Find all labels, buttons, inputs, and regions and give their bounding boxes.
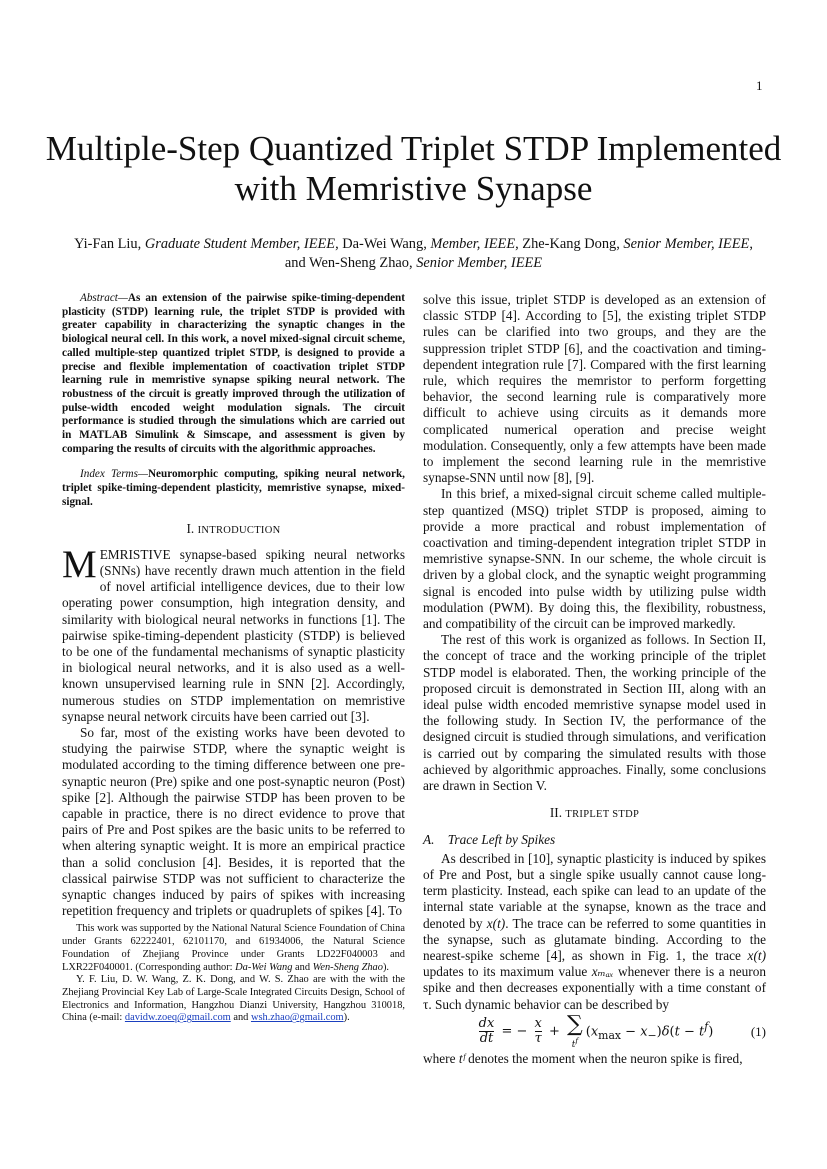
eq-summation: ∑ $t^f$ [567,1011,583,1050]
paper-title: Multiple-Step Quantized Triplet STDP Implemented with Memristive Synapse [45,129,782,208]
trace-paragraph: As described in [10], synaptic plasticity is induced by spikes of Pre and Post, but a single spike usually cannot cause long-term plasticity. Instead, each spike can lead to an update of the internal state variable at the synapse, known as the trace and denoted by x(t). The trace can be referred to some quantities in the synapse, such as glutamate binding. According to the nearest-spike scheme [4], as shown in Fig. 1, the trace x(t) updates to its maximum value xₘₐₓ whenever there is a neuron spike and then decreases exponentially with a time constant of τ. Such dynamic behavior can be described by [423,850,766,1012]
index-terms-text: Neuromorphic computing, spiking neural network, triplet spike-timing-dependent plasticity, memristive synapse, mixed-signal. [62,468,405,508]
abstract-lead: Abstract— [80,292,128,304]
intro-paragraph-5: The rest of this work is organized as follows. In Section II, the concept of trace and the working principle of the triplet STDP model is elaborated. Then, the working principle of the proposed circuit is demonstrated in Section III, along with an ideal pulse width encoded memristive synapse model used in the following study. In Section IV, the performance of the designed circuit is studied through simulations, and verification is carried out by comparing the simulated results with those achieved by algorithmic approaches. Finally, some conclusions are drawn in Section V. [423,632,766,794]
author-name: , and Wen-Sheng Zhao, [284,236,753,271]
page-number: 1 [756,78,763,93]
intro-paragraph-4: In this brief, a mixed-signal circuit scheme called multiple-step quantized (MSQ) triplet STDP is proposed, aiming to provide a more practical and robust implementation of coactivation and timing-dependent integration triplet STDP in memristive synapse-SNN. In our scheme, the whole circuit is driven by a global clock, and the synaptic weight programming signal is encoded into pulse width by utilizing pulse width modulation (PWM). By doing this, the flexibility, robustness, and compatibility of the circuit can be improved markedly. [423,486,766,632]
abstract [62,292,405,456]
author-name: , Da-Wei Wang, [335,236,431,252]
section-heading-triplet-stdp: II. TRIPLET STDP [549,805,640,821]
subsection-heading-trace: A. Trace Left by Spikes [423,831,556,847]
equation-number: (1) [750,1023,766,1039]
author-name: , Zhe-Kang Dong, [515,236,624,252]
after-equation-text: where tᶠ denotes the moment when the neuron spike is fired, [423,1050,743,1066]
equation-1: $\frac{dx}{dt}$ = − $\frac{x}{\tau}$ + ∑ $t^f$ $(x_{max} - x_-)\delta(t - t^f)$ (1) [478,1011,766,1050]
author-role: Graduate Student Member, IEEE [144,236,336,252]
author-role: Senior Member, IEEE [416,255,543,271]
drop-cap: M [62,542,97,586]
email-link-1[interactable]: davidw.zoeq@gmail.com [124,1012,231,1024]
index-terms [62,468,405,509]
funding-footnote: This work was supported by the National Natural Science Foundation of China under Grants 62222401, 62101170, and 61934006, the Natural Science Foundation of Zhejiang Province under Grants LD22F040003 and LXR22F040001. (Corresponding author: Da-Wei Wang and Wen-Sheng Zhao). [62,923,405,973]
left-column [62,292,405,1025]
author-role: Member, IEEE [430,236,516,252]
intro-paragraph-2: So far, most of the existing works have been devoted to studying the pairwise STDP, where the synaptic weight is modulated according to the timing difference between one pre-synaptic neuron (Pre) spike and one post-synaptic neuron (Post) spike [2]. Although the pairwise STDP has been proven to be capable in practice, there is no direct evidence to prove that pairs of Pre and Post spikes are the basic units to be referred to when altering synaptic weight. It is more an empirical practice than a solid conclusion [4]. Besides, it is reported that the classical pairwise STDP was not sufficient to characterize the synaptic changes induced by pairs of spikes with increasing repetition frequency and triplets or quadruplets of spikes [4]. To [62,724,405,919]
eq-fraction-dxdt: $\frac{dx}{dt}$ [478,1016,495,1047]
footnotes [62,923,405,1025]
email-link-2[interactable]: wsh.zhao@gmail.com [250,1012,344,1024]
intro-paragraph-3: solve this issue, triplet STDP is developed as an extension of classic STDP [4]. According to [5], the existing triplet STDP rules can be clarified into two groups, and they are the suppression triplet STDP [6], and the coactivation and timing-dependent integration rule [7]. Compared with the first learning rule, which requires the memristor to perform forgetting behavior, the second learning rule is comparatively more difficult to achieve using circuits as it demands more complicated numerical operation and precise weight modulation. Consequently, only a few attempts have been made to implement the second learning rule in the memristive synapse-SNN until now [8], [9]. [423,292,766,486]
author-role: Senior Member, IEEE [623,236,750,252]
author-list [62,235,765,273]
right-column [423,292,766,1067]
abstract-text: As an extension of the pairwise spike-timing-dependent plasticity (STDP) learning rule, the triplet STDP is provided with greater capability in characterizing the synaptic changes in the biological neural cell. In this work, a novel mixed-signal circuit scheme, called multiple-step quantized triplet STDP, is designed to provide a precise and flexible implementation of coactivation triplet STDP learning rule in memristive synapse spiking neural network. The robustness of the circuit is greatly improved through the utilization of pulse-width encoded weight modulation signals. The circuit performance is studied through the simulations which are carried out in MATLAB Simulink & Simscape, and assessment is given by comparing the results of circuits with the algorithmic approaches. [62,292,405,455]
index-terms-lead: Index Terms— [80,468,148,481]
affiliation-footnote: Y. F. Liu, D. W. Wang, Z. K. Dong, and W. S. Zhao are with the with the Zhejiang Provincial Key Lab of Large-Scale Integrated Circuits Design, School of Electronics and Information, Hangzhou Dianzi University, Hangzhou 310018, China (e-mail: davidw.zoeq@gmail.com and wsh.zhao@gmail.com). [62,974,405,1024]
eq-fraction-x-tau: $\frac{x}{\tau}$ [534,1016,542,1047]
author-name: Yi-Fan Liu, [74,236,145,252]
section-heading-introduction: I. INTRODUCTION [186,520,281,536]
intro-paragraph-1: MEMRISTIVE synapse-based spiking neural networks (SNNs) have recently drawn much attention in the field of novel artificial intelligence devices, due to their low operating power consumption, high integration density, and similarity with biological neural networks in functions [1]. The pairwise spike-timing-dependent plasticity (STDP) is believed to be one of the fundamental mechanisms of synaptic plasticity in biological neural networks, and it is also used as a well-known unsupervised learning rule in SNN [2]. Accordingly, numerous studies on STDP implementation on memristive synapse neural network circuits have been carried out [3]. [62,542,405,724]
